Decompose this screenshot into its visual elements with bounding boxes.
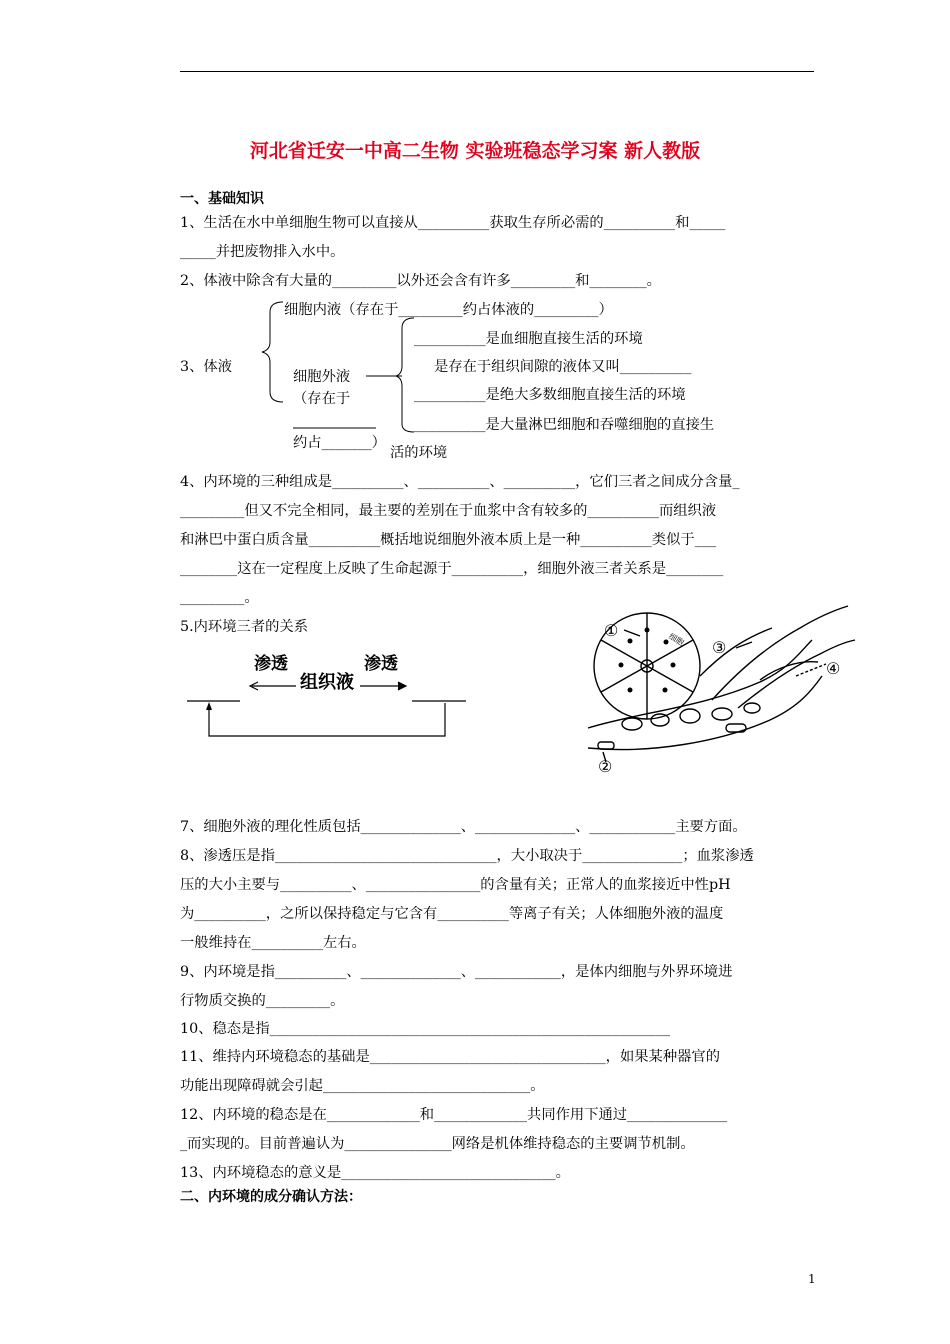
osmosis-right-label: 渗透 [364,654,398,674]
extracellular-item-3: __________是绝大多数细胞直接生活的环境 [414,387,686,403]
question-11-line-1: 11、维持内环境稳态的基础是_________________________________，如果某种器官的 [180,1049,721,1065]
question-8-line-4: 一般维持在__________左右。 [180,935,366,951]
question-11-line-2: 功能出现障碍就会引起_____________________________。 [180,1078,545,1094]
marker-4: ④ [826,659,841,678]
question-4-line-1: 4、内环境的三种组成是__________、__________、__________，它们三者之间成分含量_ [180,474,740,490]
question-8-line-2: 压的大小主要与__________、________________的含量有关；正常人的血浆接近中性pH [180,877,731,893]
section-heading-basics: 一、基础知识 [180,191,264,207]
extracellular-fluid-label: 细胞外液 [293,369,351,385]
question-8-line-1: 8、渗透压是指_______________________________，大小取决于______________；血浆渗透 [180,848,754,864]
question-10: 10、稳态是指________________________________________________________ [180,1021,670,1037]
marker-3: ③ [712,638,727,657]
question-3-label: 3、体液 [180,359,232,375]
extracellular-fluid-location: （存在于 [293,391,351,407]
question-5-label: 5.内环境三者的关系 [180,619,309,635]
document-title: 河北省迁安一中高二生物 实验班稳态学习案 新人教版 [249,140,701,162]
question-12-line-1: 12、内环境的稳态是在_____________和_____________共同作用下通过______________ [180,1107,728,1123]
intracellular-fluid-line: 细胞内液（存在于_________约占体液的_________） [284,302,613,318]
question-2: 2、体液中除含有大量的_________以外还会含有许多_________和________。 [180,273,661,289]
tissue-fluid-label: 组织液 [300,672,354,693]
marker-2: ② [598,757,613,776]
question-7: 7、细胞外液的理化性质包括______________、______________、____________主要方面。 [180,819,747,835]
extracellular-item-1: __________是血细胞直接生活的环境 [414,331,643,347]
marker-1: ① [604,621,619,640]
page-number: 1 [808,1272,816,1286]
question-9-line-1: 9、内环境是指__________、______________、____________，是体内细胞与外界环境进 [180,964,733,980]
question-1-line-2: _____并把废物排入水中。 [180,244,345,260]
cell-label: 细胞 [667,631,686,648]
question-4-line-4: ________这在一定程度上反映了生命起源于__________，细胞外液三者关系是________ [180,561,724,577]
question-4-line-2: _________但又不完全相同，最主要的差别在于血浆中含有较多的__________而组织液 [180,503,717,519]
question-1-line-1: 1、生活在水中单细胞生物可以直接从__________获取生存所必需的__________和_____ [180,215,726,231]
question-12-line-2: _而实现的。目前普遍认为_______________网络是机体维持稳态的主要调节机制。 [180,1136,695,1152]
question-4-line-5: _________。 [180,590,259,606]
question-13: 13、内环境稳态的意义是______________________________。 [180,1165,570,1181]
extracellular-fluid-proportion: 约占_______） [293,435,386,451]
extracellular-item-2: 是存在于组织间隙的液体又叫__________ [434,359,692,375]
extracellular-item-4-tail: 活的环境 [390,445,448,461]
osmosis-left-label: 渗透 [254,654,288,674]
section-heading-components: 二、内环境的成分确认方法： [180,1189,362,1205]
question-8-line-3: 为__________，之所以保持稳定与它含有__________等离子有关；人体细胞外液的温度 [180,906,724,922]
extracellular-item-4: __________是大量淋巴细胞和吞噬细胞的直接生 [414,417,715,433]
question-4-line-3: 和淋巴中蛋白质含量__________概括地说细胞外液本质上是一种__________类似于___ [180,532,717,548]
question-9-line-2: 行物质交换的_________。 [180,993,345,1009]
